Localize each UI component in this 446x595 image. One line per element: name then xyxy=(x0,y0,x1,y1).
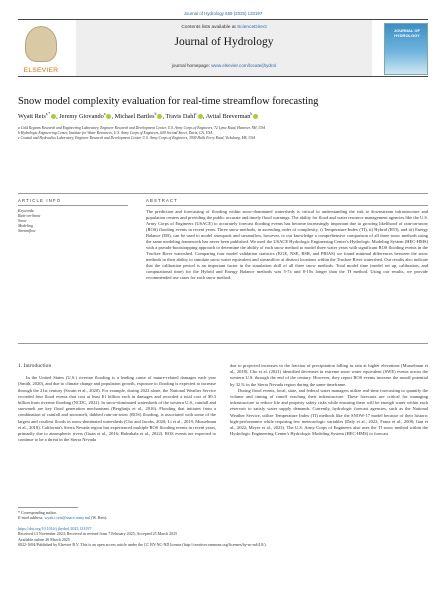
keyword-item: Rain-on-Snow xyxy=(18,214,41,218)
author-separator: , xyxy=(111,113,115,121)
author-affiliation-marker: a xyxy=(103,112,106,116)
doi-link[interactable]: https://doi.org/10.1016/j.jhydrol.2025.133197 xyxy=(18,525,92,531)
author-email-link[interactable]: wyatt.t.reis@usace.army.mil xyxy=(44,515,91,521)
author-name[interactable]: Michael Bartles xyxy=(114,113,155,121)
author-separator: , xyxy=(162,113,166,121)
author-affiliation-marker: a,* xyxy=(45,112,51,116)
email-line xyxy=(18,515,428,520)
affiliation-b: b Hydrologic Engineering Center, Institute for Water Resources, U.S. Army Corps of Engineers, 609 Second Street, Davis, CA, USA xyxy=(18,131,213,135)
orcid-icon[interactable] xyxy=(253,114,258,119)
journal-cover-image[interactable] xyxy=(384,23,428,75)
intro-paragraph: In the United States (U.S.) riverine flooding is a leading cause of nature-related damages each year (Smith, 2020), and due to climate change and population growth, exposure to flooding is expected to increase through the 21st century (Swain et al., 2020). For example, during 2022 alone, the National Weather Service recorded four flood events that cost at least $1 billion each in damages and recorded a total cost of $9.3 billion from riverine flooding (NCDC, 2022). In snow-dominated watersheds of the western U.S., rainfall and snowmelt are key flood generation mechanisms (Berghuijs et al., 2016). Flooding that initiates from a combination of rainfall and snowmelt, dubbed rain-on-snow (ROS) flooding, is associated with some of the largest and costliest floods in snow-dominated watersheds (Cho and Jacobs, 2020; Li et al., 2019; Musselman et al., 2018). California's Sierra Nevada region has experienced multiple ROS flooding events in recent years, primarily due to atmospheric rivers (Guan et al., 2016; Haleakala et al., 2022). ROS events are expected to continue to be a threat in the Sierra Nevada xyxy=(18,375,216,443)
keyword-item: Modeling xyxy=(18,224,33,228)
footnotes xyxy=(18,510,428,547)
email-suffix: (W. Reis). xyxy=(91,515,108,521)
keywords-block xyxy=(18,209,108,234)
elsevier-tree-icon xyxy=(25,26,57,62)
author-separator: , xyxy=(202,113,206,121)
elsevier-logo-text: ELSEVIER xyxy=(23,67,59,74)
abstract-text: The prediction and forecasting of flooding within snow-dominated watersheds is critical to understanding the risk to downstream infrastructure and population centers and providing the public accurate and timely flood warnings. The ability for flood and water resource management agencies like the U.S. Army Corps of Engineers (USACE) to accurately forecast flooding events has become increasingly important due to growing likelihood of rain-on-snow (ROS) flooding events in recent years. Three snow methods, in ascending order of complexity, i) Temperature Index (TI), ii) Hybrid (RTI), and iii) Energy Balance (EB), can be used to model snowpack and streamflow, however, to our knowledge a comprehensive comparison of all three snow methods using the same modeling framework has never been published. We used the USACE Hydrologic Engineering Center's Hydrologic Modeling System (HEC-HMS) with a pseudo-bootstrapping approach to determine the ability of each snow method to model three water years with significant ROS flooding events in the Truckee River watershed. Comparing four model validation statistics (KGE, NSE, RSR, and PBIAS) we found minimal differences between the snow methods in their ability to simulate snow water equivalent and streamflow at distinct locations within the Truckee River watershed. Our results also indicate that the calibration period is an important factor in the simulation skill of all three snow methods. Total model time (model set up, calibration, and computational time) for the Hybrid and Energy Balance methods was 5-7x and 8-10x longer than the TI method. Using our results, we provide recommended use cases for each snow method. xyxy=(146,209,428,280)
sciencedirect-link[interactable]: ScienceDirect xyxy=(237,25,267,30)
keyword-item: Snow xyxy=(18,219,27,223)
author-affiliation-marker: c xyxy=(195,112,197,116)
intro-heading: 1. Introduction xyxy=(18,363,52,369)
author-name[interactable]: Travis Dahl xyxy=(165,113,196,121)
affiliation-a: a Cold Regions Research and Engineering Laboratory, Engineer Research and Development Center, U.S. Army Corps of Engineers, 72 Lyme Road, Hanover, NH, USA xyxy=(18,126,266,130)
elsevier-logo[interactable] xyxy=(18,24,64,74)
keywords-label: Keywords: xyxy=(18,209,35,213)
journal-title: Journal of Hydrology xyxy=(174,36,274,48)
section-divider xyxy=(18,193,428,194)
intro-left-column xyxy=(18,363,216,443)
author-separator: , xyxy=(56,113,60,121)
contents-prefix: Contents lists available at xyxy=(181,25,236,30)
author-affiliation-marker: b xyxy=(250,112,253,116)
license-statement: 0022-1694/Published by Elsevier B.V. This is an open access article under the CC BY-NC-ND license (http://creativecommons.org/licenses/by-nc-nd/4.0/). xyxy=(18,542,267,548)
journal-homepage-link[interactable]: www.elsevier.com/locate/jhydrol xyxy=(211,63,277,68)
journal-cover-title: JOURNAL OF HYDROLOGY xyxy=(394,28,420,38)
article-info-divider xyxy=(18,205,128,206)
online-date: Available online 26 March 2025 xyxy=(18,536,70,542)
intro-right-column xyxy=(230,363,428,437)
abstract-heading: ABSTRACT xyxy=(146,198,178,203)
footnote-divider xyxy=(18,507,78,508)
abstract-divider xyxy=(146,205,428,206)
homepage-line xyxy=(76,63,372,68)
author-name[interactable]: Avital Breverman xyxy=(205,113,251,121)
received-dates: Received 13 November 2024; Received in revised form 7 February 2025; Accepted 25 March 2025 xyxy=(18,531,178,537)
article-info-heading: ARTICLE INFO xyxy=(18,198,62,203)
author-affiliation-marker: b xyxy=(154,112,157,116)
journal-masthead xyxy=(18,19,428,77)
keyword-item: Streamflow xyxy=(18,229,36,233)
journal-citation-line xyxy=(0,11,446,16)
author-name[interactable]: Jeremy Giovando xyxy=(59,113,104,121)
author-name[interactable]: Wyatt Reis xyxy=(18,113,46,121)
intro-paragraph: During flood events, local, state, and federal water managers utilize real-time forecasting to quantify the volume and timing of runoff reaching their infrastructure. These forecasts are critical for managing infrastructure to reduce life and property safety risks while ensuring there will be enough water within each reservoir to satisfy water supply demands. Currently, hydrologic forecast agencies, such as the National Weather Service, utilize Temperature Index (TI) methods like the SNOW-17 model because of their historic high-performance while requiring few meteorologic variables (Daly et al., 2022; Franz et al., 2008; Gan et al., 2022; Meyer et al., 2023). The U.S. Army Corps of Engineers also uses the TI snow method within the Hydrologic Engineering Center's Hydrologic Modeling System (HEC-HMS) to forecast xyxy=(230,387,428,437)
intro-paragraph: due to projected increases in the fraction of precipitation falling as rain at higher elevations (Musselman et al., 2018). Cho et al. (2021) identified decreases in extreme snow water equivalent (SWE) events across the western U.S. through the end of the century. However, they report ROS events increase the runoff potential by 32 % in the Sierra Nevada region during the same timeframe. xyxy=(230,363,428,387)
contents-line xyxy=(76,25,372,30)
abstract-end-divider xyxy=(18,343,428,344)
email-label: E-mail address: xyxy=(18,515,44,521)
author-list xyxy=(18,112,428,120)
article-title: Snow model complexity evaluation for real-time streamflow forecasting xyxy=(18,96,319,107)
journal-citation-text: Journal of Hydrology 659 (2025) 133197 xyxy=(183,11,263,16)
homepage-prefix: journal homepage: xyxy=(171,63,210,68)
masthead-center xyxy=(76,20,372,76)
affiliation-c: c Coastal and Hydraulics Laboratory, Engineer Research and Development Center, U.S. Army Corps of Engineers, 3909 Halls Ferry Road, Vicksburg, MS, USA xyxy=(18,136,256,140)
corresponding-author-note: * Corresponding author. xyxy=(18,510,57,515)
